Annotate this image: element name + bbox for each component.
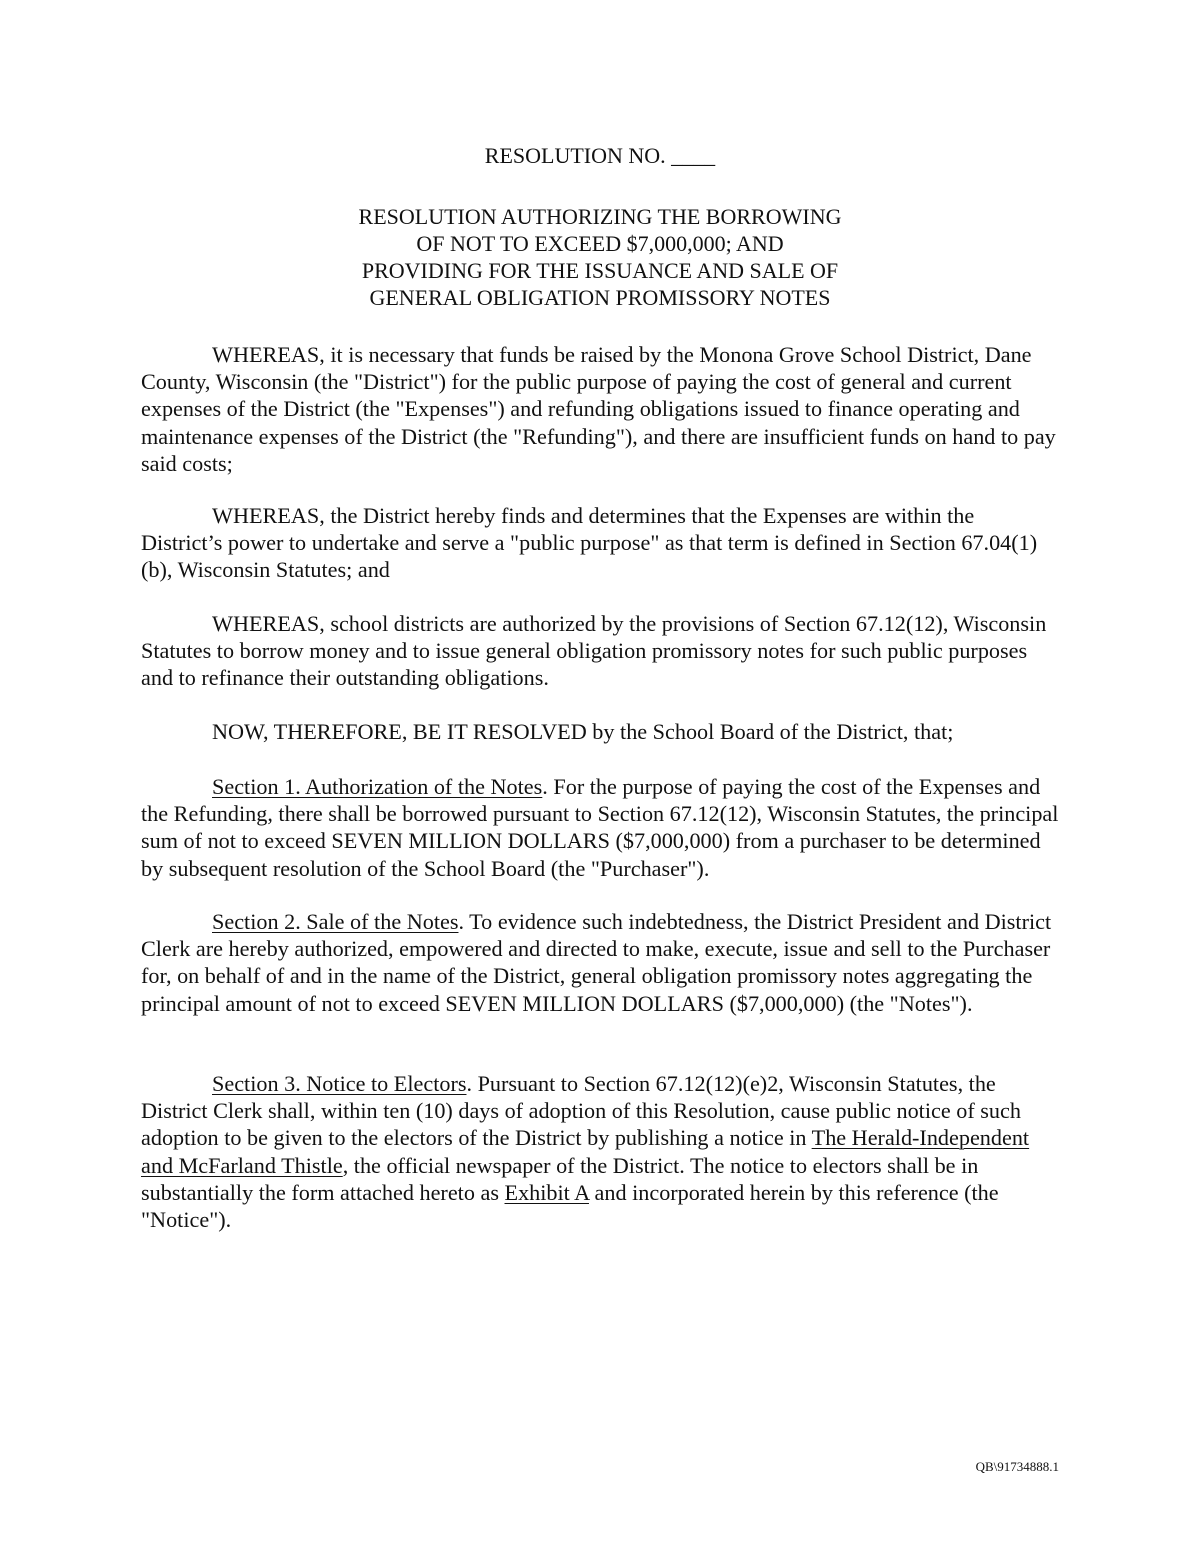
whereas-paragraph-2 (141, 502, 1059, 584)
section-2-body: . To evidence such indebtedness, the District President and District Clerk are hereby authorized, empowered and directed to make, execute, issue and sell to the Purchaser for, on behalf of and in the name of the District, general obligation promissory notes aggregating the principal amount of not to exceed SEVEN MILLION DOLLARS ($7,000,000) (the "Notes"). (141, 909, 1052, 1016)
title-line: GENERAL OBLIGATION PROMISSORY NOTES (369, 285, 831, 310)
section-2-paragraph (141, 908, 1059, 1017)
resolved-text: NOW, THEREFORE, BE IT RESOLVED by the School Board of the District, that; (212, 719, 954, 744)
resolution-title (0, 203, 1200, 311)
resolution-number: RESOLUTION NO. ____ (484, 143, 716, 168)
section-1-paragraph (141, 773, 1059, 882)
whereas-paragraph-3 (141, 610, 1059, 692)
section-3-body-part-1: . Pursuant to Section 67.12(12)(e)2, Wisconsin Statutes, the District Clerk shall, within ten (10) days of adoption of this Resolution, cause public notice of such adoption to be given to the electors of the District by publishing a notice in (141, 1071, 1021, 1151)
newspaper-name: The Herald-Independent and McFarland Thistle (141, 1125, 1030, 1178)
whereas-2-text: WHEREAS, the District hereby finds and determines that the Expenses are within the District’s power to undertake and serve a "public purpose" as that term is defined in Section 67.04(1)(b), Wisconsin Statutes; and (141, 503, 1038, 583)
document-code: QB\91734888.1 (975, 1459, 1059, 1474)
title-line: PROVIDING FOR THE ISSUANCE AND SALE OF (361, 258, 839, 283)
section-3-body-part-2: , the official newspaper of the District. The notice to electors shall be in substantially the form attached hereto as (141, 1152, 979, 1205)
section-1-heading: Section 1. Authorization of the Notes (212, 774, 543, 799)
exhibit-reference: Exhibit A (504, 1179, 589, 1205)
section-3-body-part-3: and incorporated herein by this reference (the "Notice"). (141, 1179, 999, 1233)
title-line: RESOLUTION AUTHORIZING THE BORROWING (358, 204, 842, 229)
section-3-heading: Section 3. Notice to Electors (212, 1071, 467, 1096)
section-1-body: . For the purpose of paying the cost of the Expenses and the Refunding, there shall be borrowed pursuant to Section 67.12(12), Wisconsin Statutes, the principal sum of not to exceed SEVEN MILLION DOLLARS ($7,000,000) from a purchaser to be determined by subsequent resolution of the School Board (the "Purchaser"). (141, 774, 1059, 881)
whereas-paragraph-1 (141, 341, 1059, 477)
whereas-1-text: WHEREAS, it is necessary that funds be raised by the Monona Grove School District, Dane County, Wisconsin (the "District") for the public purpose of paying the cost of general and current expenses of the District (the "Expenses") and refunding obligations issued to finance operating and maintenance expenses of the District (the "Refunding"), and there are insufficient funds on hand to pay said costs; (141, 342, 1056, 476)
resolved-paragraph (141, 718, 1059, 745)
whereas-3-text: WHEREAS, school districts are authorized by the provisions of Section 67.12(12), Wisconsin Statutes to borrow money and to issue general obligation promissory notes for such public purposes and to refinance their outstanding obligations. (141, 611, 1047, 691)
section-2-heading: Section 2. Sale of the Notes (212, 909, 459, 934)
title-line: OF NOT TO EXCEED $7,000,000; AND (416, 231, 784, 256)
section-3-paragraph (141, 1070, 1059, 1233)
